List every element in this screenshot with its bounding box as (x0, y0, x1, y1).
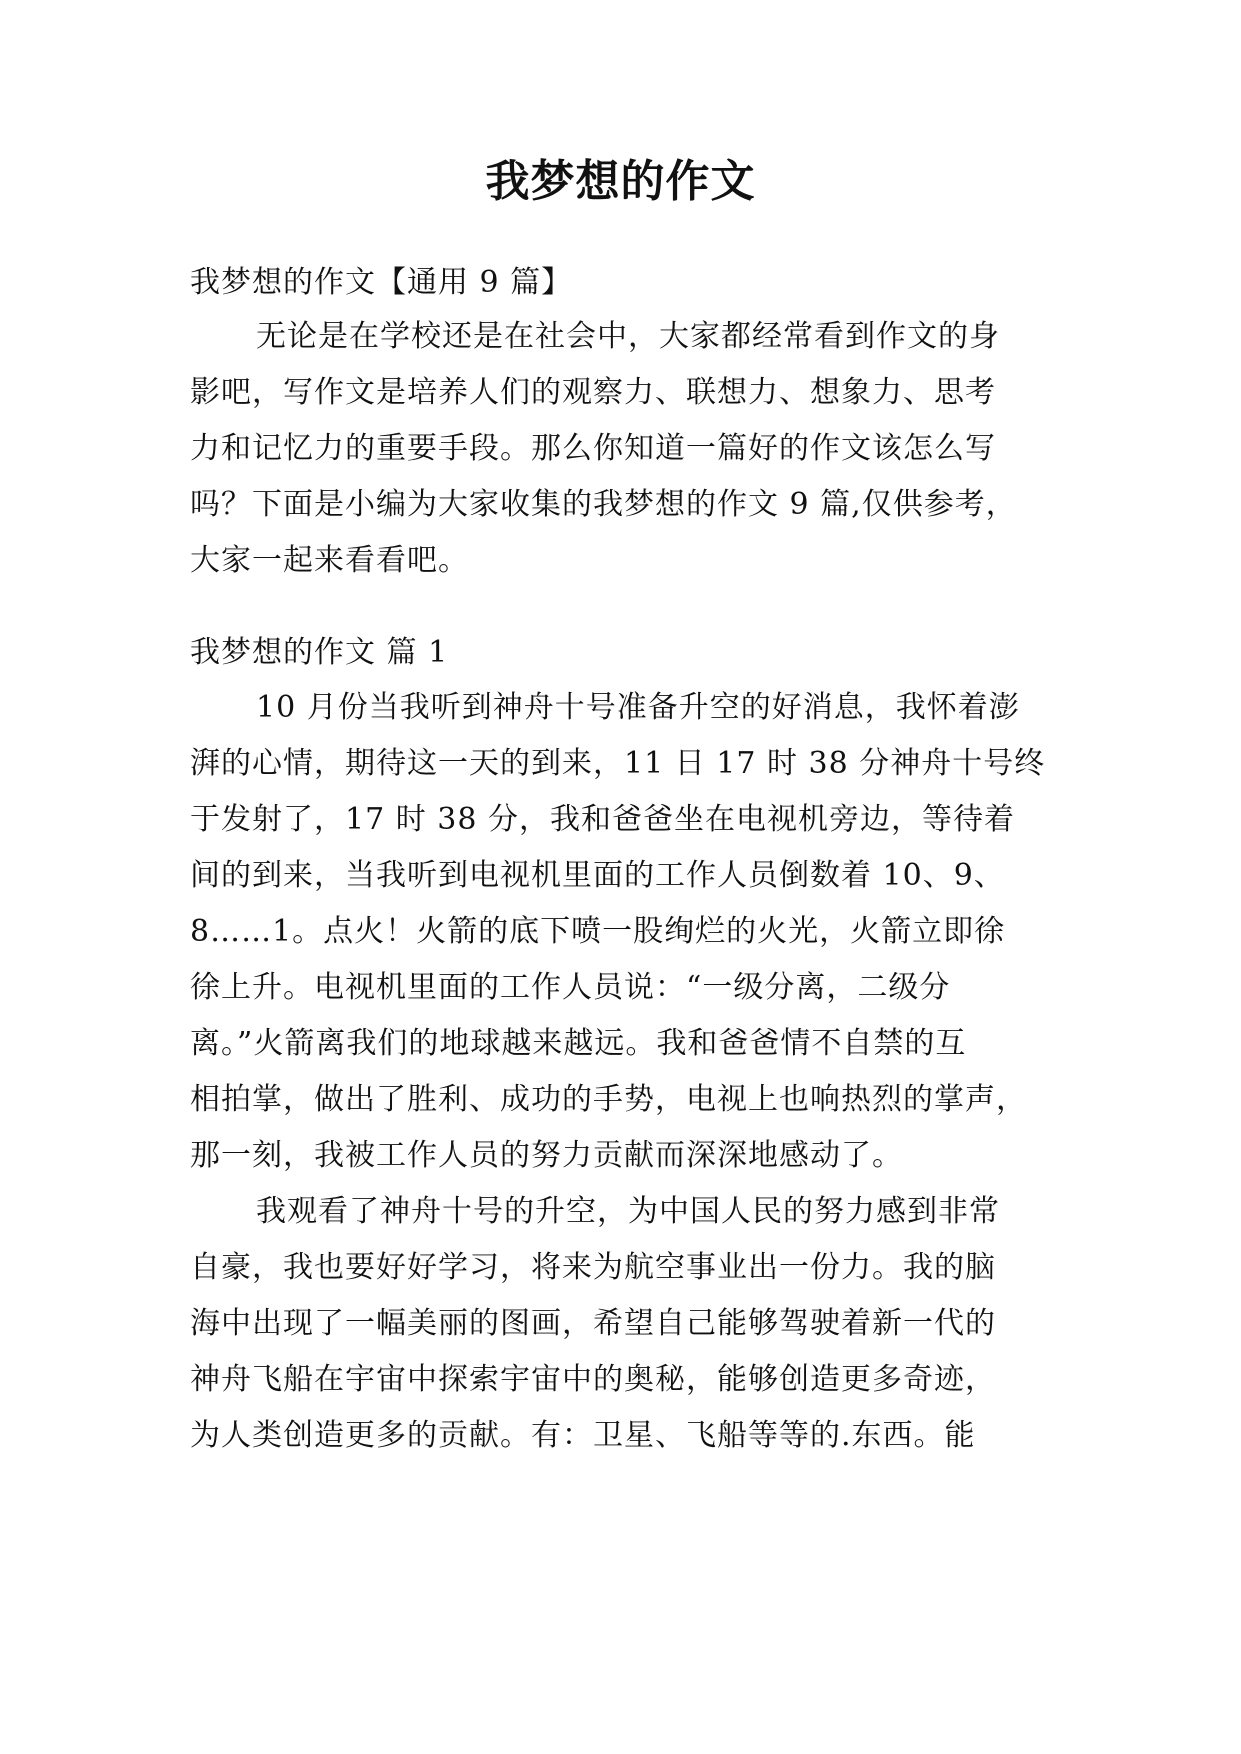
para1-line-9: 那一刻，我被工作人员的努力贡献而深深地感动了。 (190, 1138, 903, 1173)
para1-line-7: 离。”火箭离我们的地球越来越远。我和爸爸情不自禁的互 (190, 1026, 967, 1061)
intro-line-3: 力和记忆力的重要手段。那么你知道一篇好的作文该怎么写 (190, 431, 996, 466)
para1-line-2: 湃的心情，期待这一天的到来，11 日 17 时 38 分神舟十号终 (190, 746, 1046, 781)
para1-line-8: 相拍掌，做出了胜利、成功的手势，电视上也响热烈的掌声， (190, 1082, 1027, 1117)
intro-line-1: 无论是在学校还是在社会中，大家都经常看到作文的身 (256, 319, 1000, 354)
intro-line-2: 影吧，写作文是培养人们的观察力、联想力、想象力、思考 (190, 375, 996, 410)
document-title: 我梦想的作文 (485, 156, 756, 207)
para1-line-6: 徐上升。电视机里面的工作人员说：“一级分离，二级分 (190, 970, 951, 1005)
para2-line-1: 我观看了神舟十号的升空，为中国人民的努力感到非常 (256, 1194, 1000, 1229)
para2-line-3: 海中出现了一幅美丽的图画，希望自己能够驾驶着新一代的 (190, 1306, 996, 1341)
para1-line-3: 于发射了，17 时 38 分，我和爸爸坐在电视机旁边，等待着 (190, 802, 1015, 837)
intro-line-5: 大家一起来看看吧。 (190, 543, 469, 578)
para1-line-4: 间的到来，当我听到电视机里面的工作人员倒数着 10、9、 (190, 858, 1005, 893)
para1-line-1: 10 月份当我听到神舟十号准备升空的好消息，我怀着澎 (256, 690, 1020, 725)
para2-line-4: 神舟飞船在宇宙中探索宇宙中的奥秘，能够创造更多奇迹， (190, 1362, 996, 1397)
para1-line-5: 8……1。点火！火箭的底下喷一股绚烂的火光，火箭立即徐 (190, 914, 1006, 949)
para2-line-2: 自豪，我也要好好学习，将来为航空事业出一份力。我的脑 (190, 1250, 996, 1285)
para2-line-5: 为人类创造更多的贡献。有：卫星、飞船等等的.东西。能 (190, 1418, 976, 1453)
intro-line-4: 吗？下面是小编为大家收集的我梦想的作文 9 篇,仅供参考， (190, 487, 1017, 522)
section1-heading: 我梦想的作文 篇 1 (190, 635, 449, 670)
document-subtitle: 我梦想的作文【通用 9 篇】 (190, 265, 573, 300)
